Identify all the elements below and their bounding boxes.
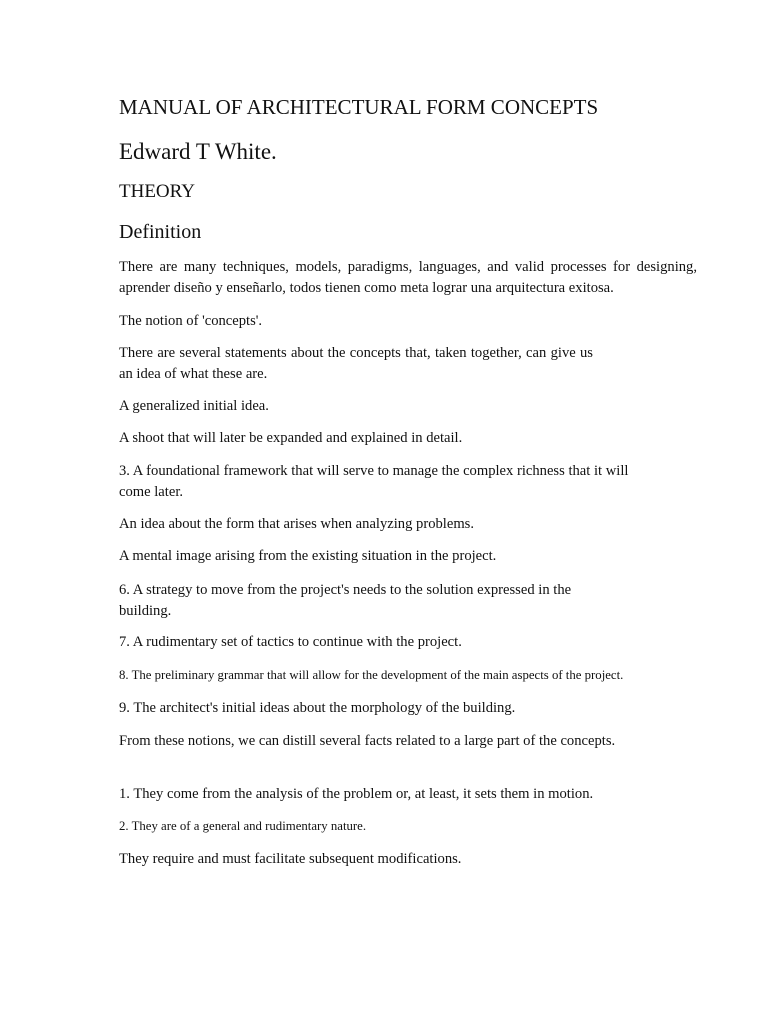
list-item: A generalized initial idea. — [119, 398, 269, 414]
list-item: 1. They come from the analysis of the problem or, at least, it sets them in motion. — [119, 786, 594, 802]
author-name: Edward T White. — [119, 139, 277, 164]
list-item: 6. A strategy to move from the project's needs to the solution expressed in the building. — [119, 582, 572, 619]
list-item: 2. They are of a general and rudimentary nature. — [119, 819, 367, 833]
paragraph-statements: There are several statements about the concepts that, taken together, can give us an idea of what these are. — [119, 345, 593, 382]
list-item: 7. A rudimentary set of tactics to continue with the project. — [119, 634, 462, 650]
list-item: 9. The architect's initial ideas about the morphology of the building. — [119, 700, 516, 716]
document-title: MANUAL OF ARCHITECTURAL FORM CONCEPTS — [119, 95, 599, 119]
document-page — [119, 0, 697, 1024]
subsection-heading: Definition — [119, 221, 202, 243]
paragraph-intro: There are many techniques, models, paradigms, languages, and valid processes for designing, aprender diseño y enseñarlo, todos tienen como meta lograr una arquitectura exitosa. — [119, 259, 697, 296]
list-item: A shoot that will later be expanded and explained in detail. — [119, 430, 463, 446]
section-heading: THEORY — [119, 181, 195, 202]
list-item: They require and must facilitate subsequent modifications. — [119, 851, 462, 867]
list-item: 8. The preliminary grammar that will allow for the development of the main aspects of the project. — [119, 668, 624, 682]
list-item: A mental image arising from the existing situation in the project. — [119, 548, 497, 564]
paragraph-distill: From these notions, we can distill several facts related to a large part of the concepts. — [119, 733, 616, 749]
paragraph-notion: The notion of 'concepts'. — [119, 313, 263, 329]
list-item: An idea about the form that arises when analyzing problems. — [119, 516, 475, 532]
list-item: 3. A foundational framework that will serve to manage the complex richness that it will come later. — [119, 463, 629, 500]
